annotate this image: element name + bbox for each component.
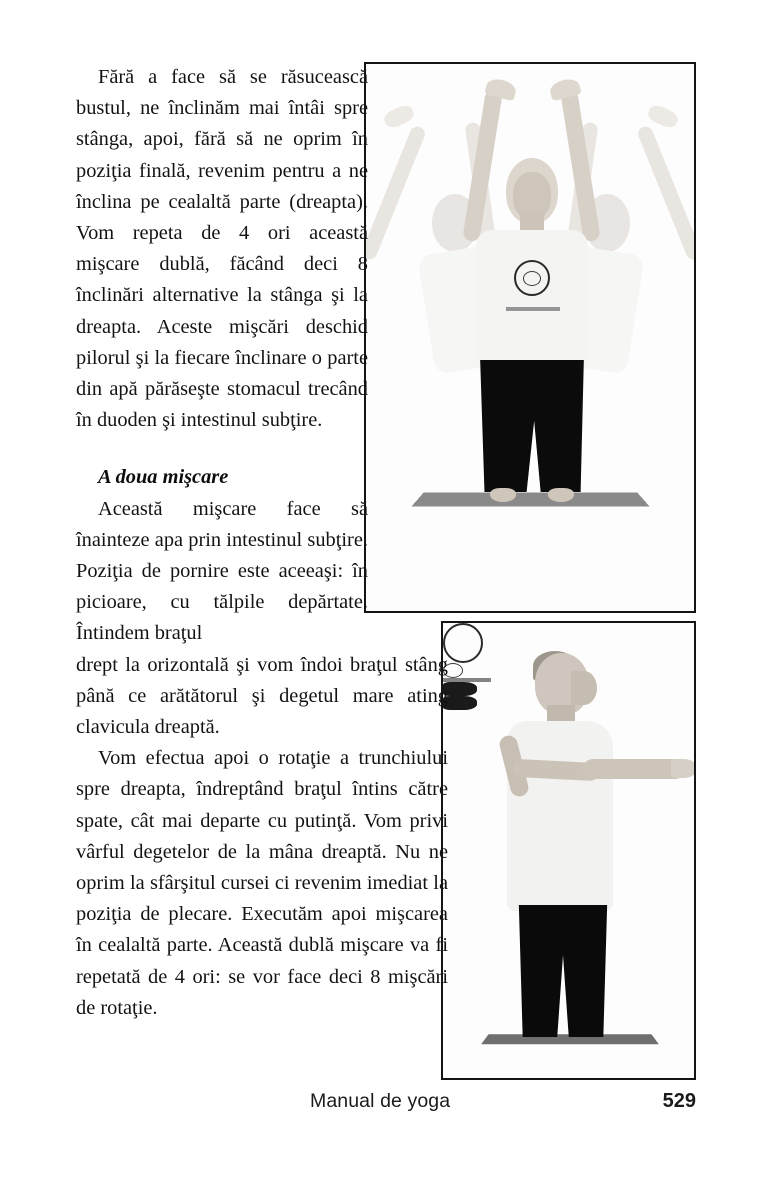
- page-footer: [76, 1088, 696, 1120]
- foot-right: [443, 696, 477, 710]
- paragraph-2-narrow: [76, 494, 368, 650]
- subheading: A doua mişcare: [98, 466, 229, 489]
- shirt-url-text: [443, 678, 491, 682]
- raised-arm-right: [560, 90, 601, 243]
- torso-shirt: [476, 230, 588, 365]
- paragraph-2-wide: [76, 650, 448, 744]
- face: [513, 172, 551, 220]
- raised-arm-left: [462, 90, 503, 243]
- shirt-logo-icon: [443, 623, 483, 663]
- foot-left: [490, 488, 516, 502]
- extended-arm: [583, 759, 685, 779]
- raised-arm: [636, 124, 694, 261]
- foot-right: [548, 488, 574, 502]
- figure-2-frame: [441, 621, 696, 1080]
- torso-shirt: [507, 721, 613, 911]
- trousers: [478, 360, 586, 492]
- figure-2-image: [443, 623, 694, 1078]
- trousers: [515, 905, 611, 1037]
- footer-book-title: Manual de yoga: [310, 1090, 451, 1112]
- face-profile: [571, 671, 597, 705]
- hand: [646, 103, 680, 131]
- shirt-logo-inner-icon: [523, 271, 541, 286]
- paragraph-3-text: Vom efectua apoi o rotaţie a trunchiului spre dreapta, îndreptând braţul întins către spate, cât mai departe cu putinţă. Vom privi vârful degetelor de la mâna dreaptă. Nu ne oprim la sfârşitul cursei ci revenim imediat la poziţia de plecare. Executăm apoi mişcarea în cealaltă parte. Această dublă mişcare va fi repetată de 4 ori: se vor face deci 8 mişcări de rotaţie.: [76, 747, 448, 1019]
- paragraph-3: [76, 743, 448, 1024]
- footer-page-number: 529: [662, 1090, 696, 1112]
- paragraph-2-narrow-text: Această mişcare face să înainteze apa prin intestinul subţire. Poziţia de pornire este aceeaşi: în picioare, cu tălpile depărtate. Întindem braţul: [76, 497, 368, 645]
- foot-left: [443, 682, 477, 696]
- extended-hand: [671, 759, 694, 778]
- paragraph-1-text: Fără a face să se răsucească bustul, ne înclinăm mai întâi spre stânga, apoi, fără să ne oprim în poziţia finală, revenim pentru a ne înclina pe cealaltă parte (dreapta). Vom repeta de 4 ori această mişcare dublă, făcând deci 8 înclinări alternative la stânga şi la dreapta. Aceste mişcări deschid pilorul şi la fiecare înclinare o parte din apă părăseşte stomacul trecând în duoden şi intestinul subţire.: [76, 66, 368, 432]
- paragraph-1: [76, 62, 368, 436]
- shirt-url-text: [506, 307, 560, 311]
- text-column: [76, 62, 448, 1024]
- paragraph-2-wide-text: drept la orizontală şi vom îndoi braţul stâng până ce arătătorul şi degetul mare ating clavicula dreaptă.: [76, 653, 448, 739]
